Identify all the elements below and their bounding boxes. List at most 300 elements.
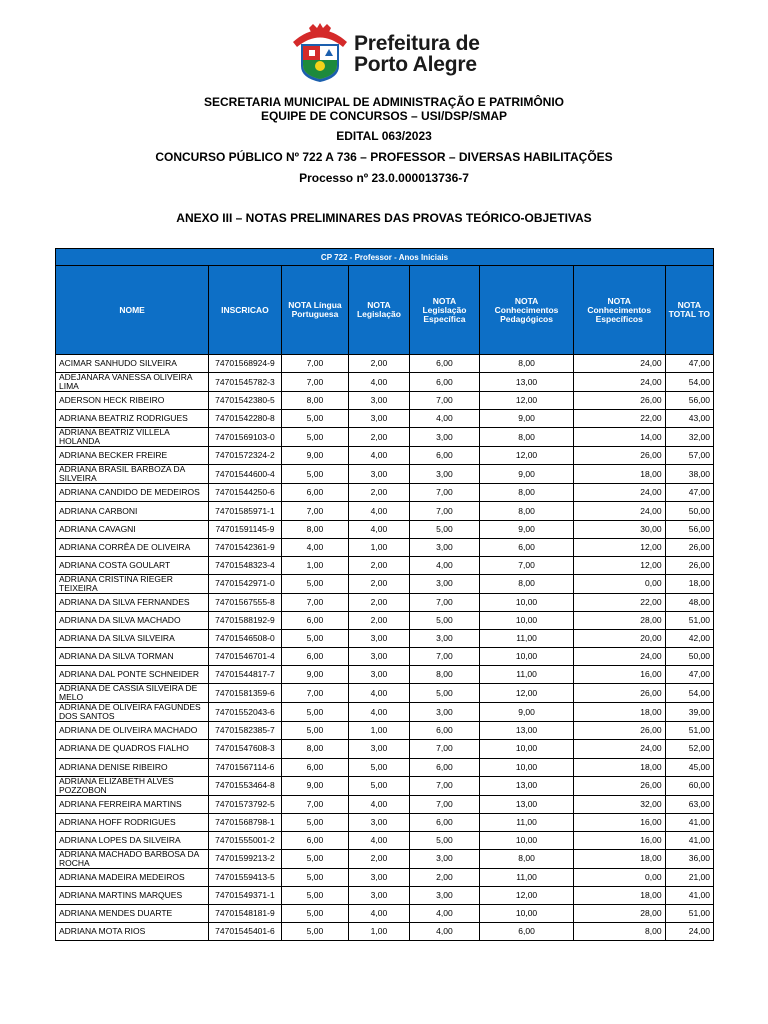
- table-cell: 74701591145-9: [209, 520, 282, 538]
- table-cell: 8,00: [480, 428, 574, 447]
- table-cell: 18,00: [573, 465, 665, 484]
- table-cell: 6,00: [409, 355, 480, 373]
- table-cell: 9,00: [480, 410, 574, 428]
- table-cell: 18,00: [573, 703, 665, 722]
- table-row: [56, 538, 714, 556]
- table-cell: 5,00: [409, 520, 480, 538]
- table-cell: 9,00: [480, 703, 574, 722]
- table-cell: 13,00: [480, 373, 574, 392]
- table-cell: 74701544817-7: [209, 666, 282, 684]
- table-cell: 8,00: [480, 484, 574, 502]
- table-cell: 7,00: [409, 484, 480, 502]
- header-anexo: ANEXO III – NOTAS PRELIMINARES DAS PROVAS TEÓRICO-OBJETIVAS: [176, 211, 592, 225]
- table-cell: 7,00: [409, 740, 480, 758]
- table-cell: 26,00: [573, 447, 665, 465]
- table-cell: 2,00: [349, 593, 409, 611]
- table-cell: 6,00: [480, 538, 574, 556]
- table-cell: 10,00: [480, 740, 574, 758]
- header-equipe: EQUIPE DE CONCURSOS – USI/DSP/SMAP: [260, 109, 508, 123]
- table-cell: 24,00: [573, 484, 665, 502]
- table-row: [56, 428, 714, 447]
- table-cell: 7,00: [409, 795, 480, 813]
- table-cell: 5,00: [281, 410, 349, 428]
- table-row: [56, 648, 714, 666]
- table-cell: 1,00: [349, 722, 409, 740]
- table-cell: 4,00: [349, 703, 409, 722]
- table-cell: 14,00: [573, 428, 665, 447]
- table-row: [56, 740, 714, 758]
- table-cell: 5,00: [281, 886, 349, 904]
- table-cell: 3,00: [409, 538, 480, 556]
- table-row: [56, 556, 714, 574]
- table-cell: 12,00: [480, 447, 574, 465]
- table-cell: 8,00: [281, 740, 349, 758]
- header-processo: Processo nº 23.0.000013736-7: [299, 171, 469, 185]
- table-cell: 9,00: [281, 666, 349, 684]
- table-cell: 11,00: [480, 868, 574, 886]
- table-cell: 63,00: [665, 795, 713, 813]
- table-cell: 6,00: [409, 722, 480, 740]
- table-cell: 26,00: [573, 684, 665, 703]
- table-cell: 42,00: [665, 630, 713, 648]
- table-cell: ADRIANA DA SILVA MACHADO: [56, 611, 209, 629]
- table-cell: 5,00: [281, 465, 349, 484]
- table-cell: 4,00: [281, 538, 349, 556]
- table-cell: ADRIANA DE QUADROS FIALHO: [56, 740, 209, 758]
- table-cell: 4,00: [349, 447, 409, 465]
- table-cell: 3,00: [409, 465, 480, 484]
- table-cell: ADRIANA DA SILVA FERNANDES: [56, 593, 209, 611]
- table-cell: 74701573792-5: [209, 795, 282, 813]
- table-cell: 10,00: [480, 593, 574, 611]
- table-cell: 74701559413-5: [209, 868, 282, 886]
- table-cell: ADRIANA DA SILVA SILVEIRA: [56, 630, 209, 648]
- table-cell: 22,00: [573, 593, 665, 611]
- table-cell: 3,00: [409, 886, 480, 904]
- table-cell: 74701548323-4: [209, 556, 282, 574]
- table-cell: 8,00: [480, 574, 574, 593]
- table-cell: 18,00: [573, 886, 665, 904]
- table-row: [56, 868, 714, 886]
- table-cell: ADRIANA CRISTINA RIEGER TEIXEIRA: [56, 574, 209, 593]
- table-cell: 41,00: [665, 813, 713, 831]
- table-cell: 24,00: [573, 740, 665, 758]
- table-cell: 7,00: [409, 648, 480, 666]
- table-cell: 4,00: [409, 556, 480, 574]
- table-cell: 74701572324-2: [209, 447, 282, 465]
- table-cell: 7,00: [281, 684, 349, 703]
- table-cell: ADRIANA CANDIDO DE MEDEIROS: [56, 484, 209, 502]
- table-cell: 16,00: [573, 831, 665, 849]
- table-cell: 52,00: [665, 740, 713, 758]
- table-cell: ADRIANA DE CASSIA SILVEIRA DE MELO: [56, 684, 209, 703]
- table-cell: 3,00: [409, 630, 480, 648]
- table-cell: 11,00: [480, 630, 574, 648]
- table-cell: 7,00: [409, 593, 480, 611]
- logo-line-1: Prefeitura de: [354, 32, 480, 55]
- table-cell: 12,00: [480, 684, 574, 703]
- table-cell: 74701567555-8: [209, 593, 282, 611]
- header-edital: EDITAL 063/2023: [336, 129, 432, 143]
- table-row: [56, 502, 714, 520]
- table-cell: 12,00: [573, 556, 665, 574]
- column-header: NOTA Legislação Específica: [409, 266, 480, 355]
- table-cell: 6,00: [409, 758, 480, 776]
- table-cell: 18,00: [573, 758, 665, 776]
- table-cell: 4,00: [409, 410, 480, 428]
- table-cell: ADRIANA BEATRIZ RODRIGUES: [56, 410, 209, 428]
- table-cell: ADRIANA COSTA GOULART: [56, 556, 209, 574]
- table-cell: 5,00: [349, 758, 409, 776]
- table-cell: 8,00: [281, 520, 349, 538]
- table-cell: 4,00: [349, 502, 409, 520]
- table-cell: 22,00: [573, 410, 665, 428]
- header-secretaria: SECRETARIA MUNICIPAL DE ADMINISTRAÇÃO E PATRIMÔNIO: [204, 95, 564, 109]
- table-row: [56, 905, 714, 923]
- table-cell: 7,00: [281, 795, 349, 813]
- table-cell: 6,00: [409, 813, 480, 831]
- table-row: [56, 758, 714, 776]
- table-cell: 7,00: [281, 502, 349, 520]
- table-cell: 4,00: [409, 923, 480, 941]
- table-cell: 3,00: [409, 849, 480, 868]
- table-cell: 74701542361-9: [209, 538, 282, 556]
- table-cell: 24,00: [573, 355, 665, 373]
- table-cell: 10,00: [480, 648, 574, 666]
- table-cell: 5,00: [281, 428, 349, 447]
- table-cell: 5,00: [281, 722, 349, 740]
- table-cell: 41,00: [665, 886, 713, 904]
- table-cell: 5,00: [281, 905, 349, 923]
- table-cell: 2,00: [349, 556, 409, 574]
- table-cell: 4,00: [349, 795, 409, 813]
- table-row: [56, 703, 714, 722]
- table-cell: 74701599213-2: [209, 849, 282, 868]
- table-cell: 3,00: [409, 574, 480, 593]
- table-cell: 16,00: [573, 666, 665, 684]
- table-cell: 28,00: [573, 905, 665, 923]
- table-cell: ADRIANA FERREIRA MARTINS: [56, 795, 209, 813]
- table-cell: 39,00: [665, 703, 713, 722]
- table-row: [56, 795, 714, 813]
- column-header: NOTA Língua Portuguesa: [281, 266, 349, 355]
- table-cell: 26,00: [665, 556, 713, 574]
- table-cell: 6,00: [480, 923, 574, 941]
- column-header: INSCRICAO: [209, 266, 282, 355]
- table-cell: 38,00: [665, 465, 713, 484]
- table-cell: 74701568924-9: [209, 355, 282, 373]
- table-cell: 0,00: [573, 868, 665, 886]
- table-cell: 7,00: [409, 502, 480, 520]
- table-cell: 3,00: [409, 703, 480, 722]
- table-cell: 74701555001-2: [209, 831, 282, 849]
- table-cell: 74701542380-5: [209, 392, 282, 410]
- column-header: NOME: [56, 266, 209, 355]
- table-cell: 13,00: [480, 776, 574, 795]
- table-row: [56, 611, 714, 629]
- table-title-row: [56, 249, 714, 266]
- table-cell: 50,00: [665, 648, 713, 666]
- table-cell: 32,00: [573, 795, 665, 813]
- table-cell: 16,00: [573, 813, 665, 831]
- table-cell: 8,00: [480, 502, 574, 520]
- table-cell: 54,00: [665, 373, 713, 392]
- table-cell: 48,00: [665, 593, 713, 611]
- table-cell: 13,00: [480, 722, 574, 740]
- table-cell: 7,00: [409, 392, 480, 410]
- column-header: NOTA Legislação: [349, 266, 409, 355]
- table-cell: 3,00: [349, 813, 409, 831]
- table-cell: 3,00: [349, 630, 409, 648]
- table-cell: ADRIANA DE OLIVEIRA FAGUNDES DOS SANTOS: [56, 703, 209, 722]
- table-row: [56, 886, 714, 904]
- table-cell: 2,00: [409, 868, 480, 886]
- table-cell: 5,00: [281, 630, 349, 648]
- table-cell: 7,00: [480, 556, 574, 574]
- table-cell: 56,00: [665, 520, 713, 538]
- table-cell: 5,00: [281, 923, 349, 941]
- grades-table: [55, 248, 714, 941]
- table-cell: 74701545782-3: [209, 373, 282, 392]
- table-cell: ADRIANA MARTINS MARQUES: [56, 886, 209, 904]
- table-cell: 1,00: [349, 538, 409, 556]
- table-cell: 2,00: [349, 355, 409, 373]
- table-cell: 4,00: [349, 373, 409, 392]
- table-row: [56, 392, 714, 410]
- table-cell: 24,00: [573, 373, 665, 392]
- table-cell: 5,00: [409, 611, 480, 629]
- table-cell: 6,00: [281, 648, 349, 666]
- column-header: NOTA TOTAL TO: [665, 266, 713, 355]
- table-row: [56, 447, 714, 465]
- table-cell: 5,00: [409, 684, 480, 703]
- table-cell: 7,00: [409, 776, 480, 795]
- table-cell: 2,00: [349, 849, 409, 868]
- table-cell: 3,00: [349, 886, 409, 904]
- table-cell: 60,00: [665, 776, 713, 795]
- table-cell: 10,00: [480, 831, 574, 849]
- table-cell: 10,00: [480, 758, 574, 776]
- table-cell: 8,00: [480, 849, 574, 868]
- table-cell: 56,00: [665, 392, 713, 410]
- table-cell: 74701542971-0: [209, 574, 282, 593]
- table-cell: 74701567114-6: [209, 758, 282, 776]
- logo-wordmark: [354, 33, 480, 76]
- table-cell: 7,00: [281, 373, 349, 392]
- table-cell: 18,00: [573, 849, 665, 868]
- table-cell: 11,00: [480, 813, 574, 831]
- table-cell: 74701581359-6: [209, 684, 282, 703]
- table-cell: ADRIANA DA SILVA TORMAN: [56, 648, 209, 666]
- table-cell: 20,00: [573, 630, 665, 648]
- table-cell: 36,00: [665, 849, 713, 868]
- table-cell: 51,00: [665, 905, 713, 923]
- table-cell: 4,00: [349, 831, 409, 849]
- table-cell: 4,00: [349, 520, 409, 538]
- column-header: NOTA Conhecimentos Específicos: [573, 266, 665, 355]
- table-cell: 24,00: [573, 502, 665, 520]
- table-cell: ADRIANA BRASIL BARBOZA DA SILVEIRA: [56, 465, 209, 484]
- table-cell: 47,00: [665, 355, 713, 373]
- table-cell: 74701588192-9: [209, 611, 282, 629]
- table-cell: 26,00: [665, 538, 713, 556]
- table-cell: 0,00: [573, 574, 665, 593]
- table-cell: 74701569103-0: [209, 428, 282, 447]
- table-cell: 5,00: [281, 868, 349, 886]
- table-cell: 4,00: [349, 684, 409, 703]
- table-cell: 8,00: [409, 666, 480, 684]
- table-cell: 8,00: [573, 923, 665, 941]
- table-cell: ADRIANA CORRÊA DE OLIVEIRA: [56, 538, 209, 556]
- table-cell: 51,00: [665, 611, 713, 629]
- table-cell: ADRIANA ELIZABETH ALVES POZZOBON: [56, 776, 209, 795]
- table-cell: 47,00: [665, 484, 713, 502]
- table-cell: 74701546701-4: [209, 648, 282, 666]
- table-cell: ADRIANA DE OLIVEIRA MACHADO: [56, 722, 209, 740]
- table-cell: ADRIANA CARBONI: [56, 502, 209, 520]
- table-cell: 10,00: [480, 905, 574, 923]
- table-cell: 5,00: [281, 703, 349, 722]
- table-row: [56, 813, 714, 831]
- table-cell: 57,00: [665, 447, 713, 465]
- table-cell: 3,00: [349, 666, 409, 684]
- table-cell: 9,00: [480, 465, 574, 484]
- table-cell: 7,00: [281, 355, 349, 373]
- table-cell: ADRIANA HOFF RODRIGUES: [56, 813, 209, 831]
- table-row: [56, 666, 714, 684]
- table-cell: 10,00: [480, 611, 574, 629]
- table-cell: 6,00: [409, 447, 480, 465]
- table-cell: 6,00: [281, 758, 349, 776]
- table-row: [56, 520, 714, 538]
- table-row: [56, 849, 714, 868]
- table-row: [56, 776, 714, 795]
- table-row: [56, 722, 714, 740]
- table-cell: 12,00: [573, 538, 665, 556]
- table-cell: 74701585971-1: [209, 502, 282, 520]
- table-cell: 6,00: [281, 484, 349, 502]
- table-cell: 74701545401-6: [209, 923, 282, 941]
- table-cell: ADRIANA CAVAGNI: [56, 520, 209, 538]
- table-cell: 41,00: [665, 831, 713, 849]
- table-cell: 3,00: [349, 648, 409, 666]
- table-cell: 74701548181-9: [209, 905, 282, 923]
- table-row: [56, 465, 714, 484]
- table-cell: 3,00: [349, 410, 409, 428]
- table-cell: 4,00: [409, 905, 480, 923]
- table-cell: 32,00: [665, 428, 713, 447]
- table-cell: ADRIANA BEATRIZ VILLELA HOLANDA: [56, 428, 209, 447]
- coat-of-arms-icon: [289, 22, 351, 84]
- table-cell: 26,00: [573, 776, 665, 795]
- table-cell: ADRIANA LOPES DA SILVEIRA: [56, 831, 209, 849]
- table-cell: 21,00: [665, 868, 713, 886]
- table-cell: 3,00: [349, 465, 409, 484]
- table-cell: ADRIANA DENISE RIBEIRO: [56, 758, 209, 776]
- table-cell: 74701553464-8: [209, 776, 282, 795]
- logo-line-2: Porto Alegre: [354, 53, 477, 76]
- table-row: [56, 355, 714, 373]
- table-cell: 24,00: [665, 923, 713, 941]
- table-cell: 3,00: [409, 428, 480, 447]
- table-cell: 6,00: [409, 373, 480, 392]
- table-cell: 2,00: [349, 428, 409, 447]
- table-cell: 5,00: [281, 574, 349, 593]
- table-cell: 26,00: [573, 392, 665, 410]
- table-cell: ADRIANA MOTA RIOS: [56, 923, 209, 941]
- table-cell: 74701546508-0: [209, 630, 282, 648]
- table-cell: 18,00: [665, 574, 713, 593]
- table-cell: 9,00: [281, 447, 349, 465]
- table-cell: 74701552043-6: [209, 703, 282, 722]
- table-cell: 8,00: [281, 392, 349, 410]
- table-cell: 45,00: [665, 758, 713, 776]
- table-cell: 51,00: [665, 722, 713, 740]
- table-cell: 6,00: [281, 611, 349, 629]
- table-title: CP 722 - Professor - Anos Iniciais: [56, 249, 714, 266]
- table-cell: 12,00: [480, 392, 574, 410]
- column-header: NOTA Conhecimentos Pedagógicos: [480, 266, 574, 355]
- table-row: [56, 831, 714, 849]
- table-cell: 74701544250-6: [209, 484, 282, 502]
- table-body: [56, 355, 714, 941]
- table-cell: 74701549371-1: [209, 886, 282, 904]
- table-cell: ADERSON HECK RIBEIRO: [56, 392, 209, 410]
- table-row: [56, 593, 714, 611]
- table-cell: 5,00: [281, 813, 349, 831]
- table-row: [56, 484, 714, 502]
- table-cell: 54,00: [665, 684, 713, 703]
- table-cell: 9,00: [281, 776, 349, 795]
- table-cell: 5,00: [349, 776, 409, 795]
- table-cell: 43,00: [665, 410, 713, 428]
- table-row: [56, 684, 714, 703]
- table-cell: ADRIANA BECKER FREIRE: [56, 447, 209, 465]
- table-cell: 3,00: [349, 868, 409, 886]
- table-row: [56, 574, 714, 593]
- table-cell: 5,00: [409, 831, 480, 849]
- table-cell: 74701568798-1: [209, 813, 282, 831]
- table-cell: 8,00: [480, 355, 574, 373]
- table-cell: ADRIANA MACHADO BARBOSA DA ROCHA: [56, 849, 209, 868]
- table-cell: ADEJANARA VANESSA OLIVEIRA LIMA: [56, 373, 209, 392]
- table-cell: 74701542280-8: [209, 410, 282, 428]
- header-concurso: CONCURSO PÚBLICO Nº 722 A 736 – PROFESSOR – DIVERSAS HABILITAÇÕES: [155, 150, 613, 164]
- table-cell: 74701582385-7: [209, 722, 282, 740]
- table-header-row: [56, 266, 714, 355]
- table-cell: ACIMAR SANHUDO SILVEIRA: [56, 355, 209, 373]
- table-cell: 5,00: [281, 849, 349, 868]
- table-cell: 50,00: [665, 502, 713, 520]
- table-row: [56, 630, 714, 648]
- table-row: [56, 373, 714, 392]
- table-cell: 6,00: [281, 831, 349, 849]
- table-row: [56, 410, 714, 428]
- table-cell: 3,00: [349, 740, 409, 758]
- table-cell: ADRIANA DAL PONTE SCHNEIDER: [56, 666, 209, 684]
- table-cell: 1,00: [349, 923, 409, 941]
- table-cell: 4,00: [349, 905, 409, 923]
- table-cell: 12,00: [480, 886, 574, 904]
- table-cell: 2,00: [349, 611, 409, 629]
- table-row: [56, 923, 714, 941]
- table-cell: 47,00: [665, 666, 713, 684]
- table-cell: 74701547608-3: [209, 740, 282, 758]
- table-cell: 11,00: [480, 666, 574, 684]
- table-cell: 24,00: [573, 648, 665, 666]
- table-cell: 30,00: [573, 520, 665, 538]
- table-cell: 28,00: [573, 611, 665, 629]
